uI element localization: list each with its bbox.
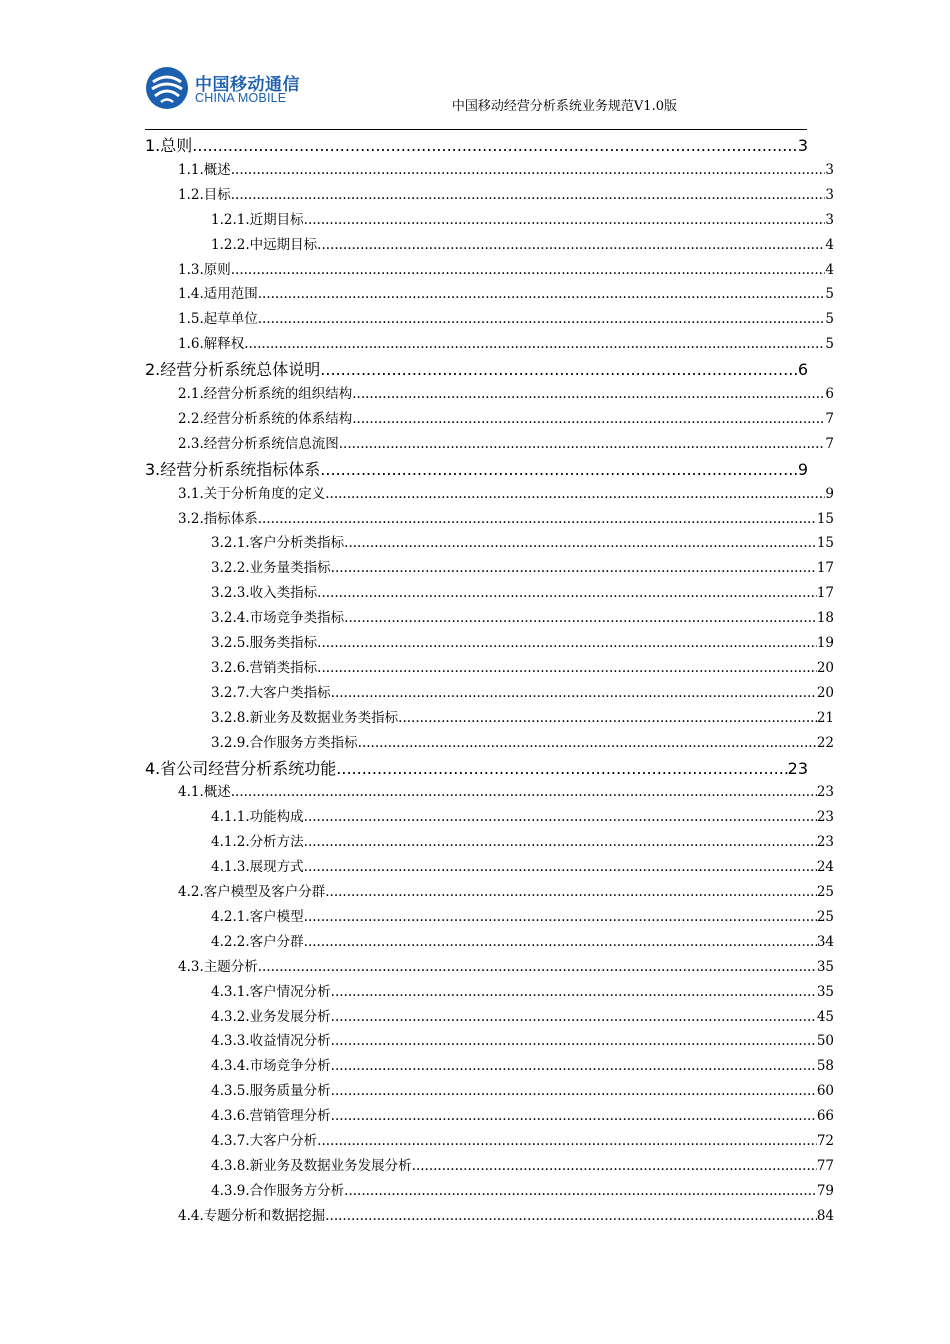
toc-entry-title: 收入类指标	[249, 585, 318, 602]
toc-entry-page: 6	[797, 360, 808, 380]
toc-entry-page: 3	[825, 161, 834, 178]
toc-entry-number: 4.3.6.	[211, 1108, 250, 1125]
toc-entry-number: 2.2.	[178, 410, 204, 427]
toc-entry-page: 18	[816, 610, 834, 627]
toc-entry-number: 4.3.2.	[211, 1008, 250, 1025]
toc-entry-number: 3.	[145, 459, 161, 479]
toc-dot-leader	[317, 585, 817, 601]
toc-entry-number: 1.2.	[178, 186, 204, 203]
toc-entry-level2[interactable]	[178, 183, 834, 203]
toc-entry-page: 6	[825, 386, 834, 402]
toc-dot-leader	[258, 311, 826, 327]
toc-entry-page: 58	[816, 1058, 834, 1075]
toc-dot-leader	[339, 436, 826, 452]
toc-entry-number: 3.2.6.	[211, 659, 250, 676]
toc-entry-level3[interactable]	[211, 656, 834, 676]
toc-entry-page: 3	[825, 211, 834, 228]
toc-dot-leader	[320, 360, 798, 379]
toc-dot-leader	[336, 759, 787, 778]
toc-entry-number: 4.3.	[178, 958, 204, 975]
toc-entry-title: 指标体系	[203, 510, 258, 527]
toc-dot-leader	[317, 660, 817, 676]
toc-entry-page: 17	[816, 560, 834, 577]
toc-entry-title: 业务量类指标	[249, 560, 331, 577]
toc-entry-number: 4.3.9.	[211, 1182, 250, 1199]
toc-entry-number: 3.2.1.	[211, 535, 250, 552]
toc-entry-level3[interactable]	[211, 855, 834, 875]
toc-entry-level3[interactable]	[211, 805, 834, 825]
toc-entry-number: 4.1.2.	[211, 834, 250, 851]
toc-dot-leader	[325, 486, 825, 502]
toc-entry-number: 4.3.7.	[211, 1133, 250, 1149]
toc-entry-level3[interactable]	[211, 556, 834, 576]
toc-entry-number: 1.5.	[178, 311, 204, 328]
toc-entry-number: 4.1.1.	[211, 809, 250, 826]
toc-entry-page: 77	[816, 1157, 834, 1174]
toc-entry-page: 7	[825, 435, 834, 452]
toc-entry-number: 3.1.	[178, 485, 204, 502]
toc-entry-page: 19	[816, 635, 834, 651]
toc-dot-leader	[258, 959, 817, 975]
china-mobile-logo-icon	[145, 66, 189, 110]
toc-entry-page: 15	[816, 535, 834, 552]
toc-entry-page: 21	[816, 709, 834, 726]
toc-entry-page: 23	[816, 834, 834, 851]
toc-entry-page: 4	[825, 261, 834, 278]
toc-entry-level2[interactable]	[178, 282, 834, 302]
toc-entry-number: 4.2.1.	[211, 908, 250, 925]
toc-entry-page: 35	[816, 958, 834, 975]
toc-entry-title: 概述	[203, 784, 231, 801]
toc-dot-leader	[325, 1208, 817, 1224]
toc-dot-leader	[258, 511, 817, 527]
toc-entry-level2[interactable]	[178, 780, 834, 800]
toc-entry-page: 9	[825, 485, 834, 502]
toc-dot-leader	[331, 1058, 817, 1074]
toc-entry-page: 5	[825, 286, 834, 303]
toc-entry-page: 25	[816, 908, 834, 925]
toc-entry-number: 4.3.5.	[211, 1083, 250, 1100]
toc-entry-title: 客户分群	[249, 933, 304, 950]
toc-entry-title: 大客户类指标	[249, 684, 331, 701]
toc-entry-number: 4.3.8.	[211, 1157, 250, 1174]
toc-entry-level2[interactable]	[178, 332, 834, 352]
toc-dot-leader	[304, 934, 817, 950]
toc-entry-title: 总则	[160, 136, 193, 155]
toc-entry-title: 服务质量分析	[249, 1083, 331, 1100]
toc-entry-page: 60	[816, 1083, 834, 1100]
toc-entry-level2[interactable]	[178, 432, 834, 452]
toc-entry-level3[interactable]	[211, 1154, 834, 1174]
toc-entry-page: 79	[816, 1182, 834, 1199]
toc-dot-leader	[344, 610, 817, 626]
toc-dot-leader	[325, 884, 817, 900]
toc-entry-number: 3.2.	[178, 510, 204, 527]
toc-entry-level3[interactable]	[211, 1129, 834, 1149]
toc-entry-level1[interactable]	[145, 756, 808, 779]
toc-entry-level1[interactable]	[145, 357, 808, 380]
toc-entry-page: 45	[816, 1008, 834, 1025]
toc-entry-number: 1.1.	[178, 161, 204, 178]
toc-entry-page: 20	[816, 684, 834, 701]
toc-entry-page: 9	[797, 459, 808, 479]
toc-entry-page: 3	[825, 186, 834, 203]
toc-entry-level3[interactable]	[211, 1079, 834, 1099]
toc-entry-title: 经营分析系统总体说明	[160, 360, 321, 380]
toc-entry-level3[interactable]	[211, 830, 834, 850]
toc-entry-number: 2.1.	[178, 386, 204, 402]
toc-entry-page: 5	[825, 311, 834, 328]
toc-entry-title: 服务类指标	[249, 635, 318, 651]
toc-dot-leader	[344, 1183, 817, 1199]
toc-entry-title: 客户情况分析	[249, 983, 331, 1000]
toc-entry-number: 3.2.7.	[211, 684, 250, 701]
toc-entry-page: 5	[825, 336, 834, 353]
toc-entry-title: 适用范围	[203, 286, 258, 303]
toc-entry-page: 4	[825, 236, 834, 253]
toc-entry-page: 66	[816, 1108, 834, 1125]
toc-entry-number: 4.1.	[178, 784, 204, 801]
toc-entry-page: 15	[816, 510, 834, 527]
toc-entry-level3[interactable]	[211, 1179, 834, 1199]
toc-entry-title: 业务发展分析	[249, 1008, 331, 1025]
toc-entry-level3[interactable]	[211, 581, 834, 601]
toc-entry-number: 4.3.3.	[211, 1033, 250, 1050]
toc-entry-number: 4.3.1.	[211, 983, 250, 1000]
toc-entry-number: 3.2.8.	[211, 709, 250, 726]
toc-entry-level2[interactable]	[178, 1204, 834, 1224]
toc-entry-level3[interactable]	[211, 731, 834, 751]
toc-dot-leader	[331, 984, 817, 1000]
toc-entry-level3[interactable]	[211, 905, 834, 925]
toc-dot-leader	[398, 710, 817, 726]
toc-entry-level3[interactable]	[211, 233, 834, 253]
header-divider	[145, 129, 807, 130]
toc-entry-level3[interactable]	[211, 980, 834, 1000]
toc-entry-page: 3	[797, 136, 808, 155]
toc-dot-leader	[231, 262, 826, 278]
toc-entry-title: 经营分析系统指标体系	[160, 459, 321, 479]
toc-entry-page: 35	[816, 983, 834, 1000]
toc-entry-level3[interactable]	[211, 1104, 834, 1124]
toc-entry-level3[interactable]	[211, 631, 834, 651]
toc-dot-leader	[331, 1108, 817, 1124]
toc-entry-page: 23	[816, 809, 834, 826]
toc-dot-leader	[412, 1158, 817, 1174]
toc-entry-title: 新业务及数据业务发展分析	[249, 1157, 412, 1174]
toc-entry-number: 4.1.3.	[211, 859, 250, 876]
toc-dot-leader	[352, 411, 825, 427]
toc-entry-page: 17	[816, 585, 834, 602]
toc-entry-title: 省公司经营分析系统功能	[160, 758, 337, 778]
toc-dot-leader	[231, 784, 817, 800]
toc-entry-title: 收益情况分析	[249, 1033, 331, 1050]
toc-entry-number: 1.2.1.	[211, 211, 250, 228]
toc-entry-level3[interactable]	[211, 606, 834, 626]
toc-entry-title: 专题分析和数据挖掘	[203, 1207, 326, 1224]
toc-entry-page: 23	[816, 784, 834, 801]
toc-entry-number: 1.4.	[178, 286, 204, 303]
toc-dot-leader	[317, 635, 817, 651]
toc-entry-title: 分析方法	[249, 834, 304, 851]
toc-entry-title: 中远期目标	[249, 236, 318, 253]
toc-entry-title: 原则	[203, 261, 231, 278]
toc-entry-title: 概述	[203, 161, 231, 178]
toc-dot-leader	[331, 685, 817, 701]
toc-dot-leader	[231, 187, 826, 203]
toc-entry-number: 3.2.3.	[211, 585, 250, 602]
toc-dot-leader	[331, 1083, 817, 1099]
toc-entry-number: 1.2.2.	[211, 236, 250, 253]
toc-dot-leader	[304, 834, 817, 850]
toc-entry-title: 营销类指标	[249, 659, 318, 676]
toc-entry-number: 3.2.5.	[211, 635, 250, 651]
toc-entry-level3[interactable]	[211, 208, 834, 228]
toc-dot-leader	[317, 1133, 817, 1149]
toc-entry-number: 1.	[145, 136, 161, 155]
toc-dot-leader	[320, 460, 798, 479]
toc-entry-level2[interactable]	[178, 158, 834, 178]
toc-entry-number: 4.2.2.	[211, 933, 250, 950]
toc-dot-leader	[304, 212, 826, 228]
toc-entry-level3[interactable]	[211, 531, 834, 551]
toc-entry-level3[interactable]	[211, 1029, 834, 1049]
toc-entry-number: 2.	[145, 360, 161, 380]
toc-entry-number: 3.2.2.	[211, 560, 250, 577]
toc-entry-title: 大客户分析	[249, 1133, 318, 1149]
toc-entry-title: 经营分析系统的组织结构	[203, 386, 353, 402]
page-header	[145, 66, 807, 128]
toc-dot-leader	[344, 535, 817, 551]
toc-entry-page: 72	[816, 1133, 834, 1149]
toc-entry-number: 4.	[145, 758, 161, 778]
toc-entry-title: 解释权	[203, 336, 245, 353]
toc-dot-leader	[304, 859, 817, 875]
toc-entry-number: 2.3.	[178, 435, 204, 452]
toc-entry-title: 展现方式	[249, 859, 304, 876]
toc-entry-title: 客户分析类指标	[249, 535, 345, 552]
toc-dot-leader	[317, 237, 825, 253]
toc-entry-title: 客户模型及客户分群	[203, 884, 326, 900]
toc-entry-title: 关于分析角度的定义	[203, 485, 326, 502]
toc-dot-leader	[192, 136, 798, 155]
toc-entry-level1[interactable]	[145, 457, 808, 480]
toc-dot-leader	[331, 1009, 817, 1025]
toc-entry-title: 功能构成	[249, 809, 304, 826]
toc-entry-level2[interactable]	[178, 507, 834, 527]
toc-entry-page: 25	[816, 884, 834, 900]
toc-dot-leader	[244, 336, 825, 352]
toc-entry-title: 市场竞争分析	[249, 1058, 331, 1075]
toc-entry-number: 4.3.4.	[211, 1058, 250, 1075]
toc-entry-level2[interactable]	[178, 955, 834, 975]
brand-name-en: CHINA MOBILE	[195, 91, 287, 105]
toc-entry-title: 新业务及数据业务类指标	[249, 709, 399, 726]
toc-entry-number: 1.6.	[178, 336, 204, 353]
toc-entry-page: 20	[816, 659, 834, 676]
toc-entry-page: 7	[825, 410, 834, 427]
toc-entry-title: 起草单位	[203, 311, 258, 328]
toc-entry-level3[interactable]	[211, 930, 834, 950]
toc-entry-title: 营销管理分析	[249, 1108, 331, 1125]
toc-entry-level3[interactable]	[211, 681, 834, 701]
toc-entry-number: 4.2.	[178, 884, 204, 900]
toc-entry-level2[interactable]	[178, 407, 834, 427]
toc-dot-leader	[231, 162, 826, 178]
toc-dot-leader	[304, 909, 817, 925]
toc-dot-leader	[331, 1033, 817, 1049]
toc-entry-level2[interactable]	[178, 880, 834, 900]
toc-entry-level3[interactable]	[211, 706, 834, 726]
toc-entry-title: 合作服务方类指标	[249, 734, 358, 751]
toc-entry-title: 经营分析系统的体系结构	[203, 410, 353, 427]
toc-entry-level2[interactable]	[178, 382, 834, 402]
toc-entry-page: 84	[816, 1207, 834, 1224]
toc-entry-number: 3.2.9.	[211, 734, 250, 751]
toc-dot-leader	[352, 386, 825, 402]
toc-dot-leader	[331, 560, 817, 576]
toc-entry-title: 合作服务方分析	[249, 1182, 345, 1199]
toc-entry-level3[interactable]	[211, 1054, 834, 1074]
toc-entry-level1[interactable]	[145, 133, 808, 156]
document-title: 中国移动经营分析系统业务规范V1.0版	[451, 99, 677, 114]
toc-entry-title: 目标	[203, 186, 231, 203]
toc-entry-page: 34	[816, 933, 834, 950]
toc-entry-title: 近期目标	[249, 211, 304, 228]
toc-entry-title: 经营分析系统信息流图	[203, 435, 339, 452]
toc-entry-page: 22	[816, 734, 834, 751]
toc-dot-leader	[358, 735, 817, 751]
toc-entry-page: 50	[816, 1033, 834, 1050]
toc-entry-level2[interactable]	[178, 258, 834, 278]
toc-entry-number: 4.4.	[178, 1207, 204, 1224]
toc-entry-level3[interactable]	[211, 1005, 834, 1025]
toc-entry-page: 23	[787, 758, 808, 778]
toc-entry-level2[interactable]	[178, 482, 834, 502]
toc-entry-page: 24	[816, 859, 834, 876]
toc-entry-title: 客户模型	[249, 908, 304, 925]
toc-entry-number: 3.2.4.	[211, 610, 250, 627]
toc-dot-leader	[304, 809, 817, 825]
toc-entry-number: 1.3.	[178, 261, 204, 278]
brand-name-cn: 中国移动通信	[195, 75, 300, 95]
toc-entry-level2[interactable]	[178, 307, 834, 327]
toc-entry-title: 主题分析	[203, 958, 258, 975]
toc-entry-title: 市场竞争类指标	[249, 610, 345, 627]
toc-dot-leader	[258, 286, 826, 302]
